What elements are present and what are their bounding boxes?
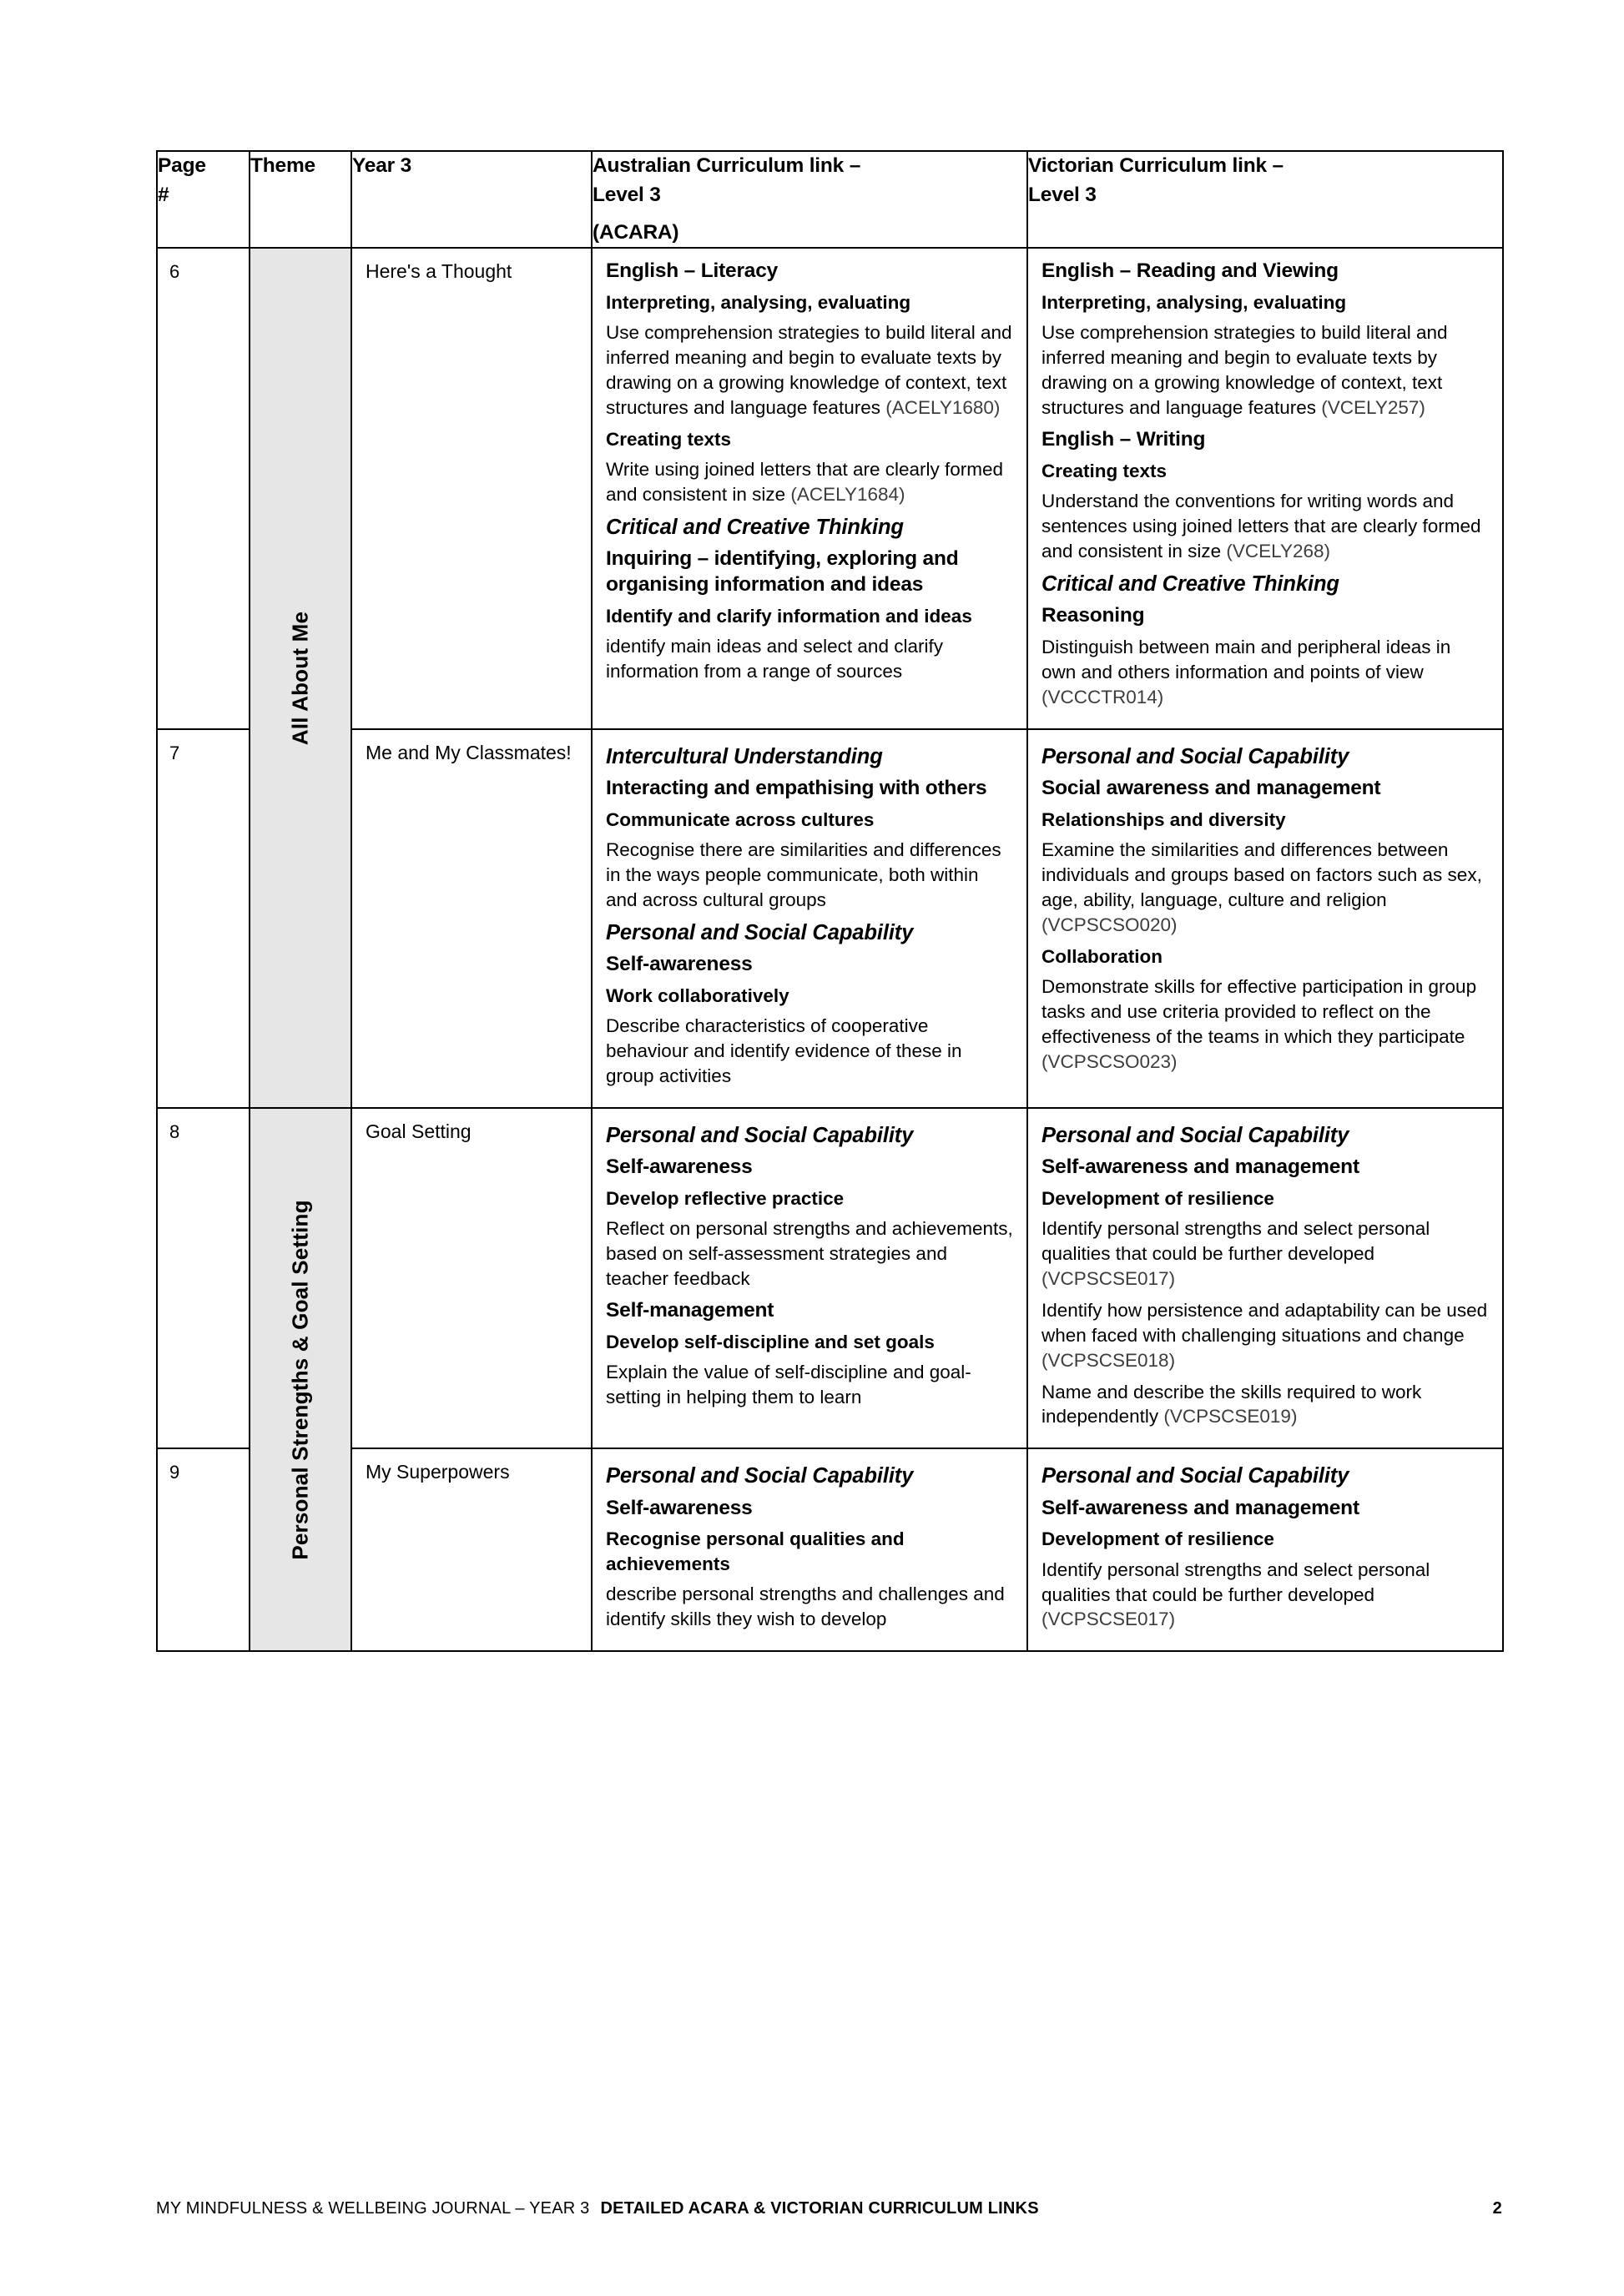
acara-sub: Develop self-discipline and set goals (606, 1331, 935, 1352)
victorian-strand: English – Writing (1041, 428, 1206, 451)
cell-theme (250, 248, 351, 1107)
column-header-theme (250, 151, 351, 248)
column-header-year (351, 151, 592, 248)
cell-year-activity: My Superpowers (351, 1448, 592, 1651)
victorian-strand: Self-awareness and management (1041, 1155, 1359, 1178)
curriculum-code: (VCPSCSE017) (1041, 1267, 1176, 1289)
acara-strand: Interacting and empathising with others (606, 776, 987, 799)
victorian-strand: Social awareness and management (1041, 776, 1381, 799)
table-row (157, 1448, 1503, 1651)
table-header (157, 151, 1503, 248)
acara-sub: Work collaboratively (606, 984, 789, 1006)
cell-page-number: 8 (157, 1108, 250, 1449)
column-header-victorian-line-2: Level 3 (1028, 183, 1097, 206)
curriculum-code: (ACELY1680) (885, 397, 1001, 419)
acara-sub: Identify and clarify information and ideas (606, 606, 972, 627)
victorian-desc: Identify personal strengths and select personal qualities that could be further developed (VCPSCSE017) (1041, 1218, 1430, 1289)
cell-acara-link (592, 1448, 1027, 1651)
acara-sub: Develop reflective practice (606, 1187, 845, 1209)
curriculum-code: (VCCCTR014) (1041, 686, 1164, 707)
acara-desc: Recognise there are similarities and differences in the ways people communicate, both within and across cultural groups (606, 839, 1001, 910)
acara-strand: Self-awareness (606, 1496, 753, 1519)
footer-section-title: DETAILED ACARA & VICTORIAN CURRICULUM LINKS (600, 2199, 1039, 2218)
acara-sub: Interpreting, analysing, evaluating (606, 292, 911, 314)
column-header-theme-line-1: Theme (250, 154, 315, 177)
table-row (157, 248, 1503, 728)
page-footer (156, 2199, 1502, 2218)
column-header-page-line-1: Page (158, 154, 206, 177)
acara-desc: Write using joined letters that are clearly formed and consistent in size (ACELY1684) (606, 459, 1004, 506)
acara-sub: Creating texts (606, 429, 732, 451)
victorian-desc: Name and describe the skills required to work independently (VCPSCSE019) (1041, 1381, 1422, 1427)
column-header-page-line-2: # (158, 183, 169, 206)
cell-victorian-link (1027, 248, 1503, 728)
victorian-sub: Collaboration (1041, 945, 1163, 967)
victorian-desc: Identify personal strengths and select personal qualities that could be further developed (VCPSCSE017) (1041, 1558, 1430, 1630)
victorian-strand: Self-awareness and management (1041, 1496, 1359, 1519)
victorian-area: Critical and Creative Thinking (1041, 572, 1339, 597)
victorian-area: Personal and Social Capability (1041, 1464, 1349, 1488)
victorian-sub: Development of resilience (1041, 1187, 1274, 1209)
acara-strand: Inquiring – identifying, exploring and organising information and ideas (606, 547, 959, 597)
acara-area: Critical and Creative Thinking (606, 516, 904, 540)
cell-acara-link (592, 1108, 1027, 1449)
footer-page-number: 2 (1492, 2199, 1502, 2218)
victorian-desc: Demonstrate skills for effective participation in group tasks and use criteria provided to reflect on the effectiveness of the teams in which they participate (VCPSCSO023) (1041, 975, 1477, 1072)
table-row (157, 1108, 1503, 1449)
acara-area: Intercultural Understanding (606, 744, 883, 768)
acara-desc: Explain the value of self-discipline and goal-setting in helping them to learn (606, 1361, 971, 1407)
acara-strand: Self-awareness (606, 952, 753, 975)
column-header-victorian-line-1: Victorian Curriculum link – (1028, 154, 1284, 177)
curriculum-code: (VCPSCSO023) (1041, 1050, 1178, 1072)
victorian-desc: Distinguish between main and peripheral ideas in own and others information and points of view (VCCCTR014) (1041, 637, 1451, 707)
column-header-victorian (1027, 151, 1503, 248)
cell-page-number: 6 (157, 248, 250, 728)
acara-desc: Describe characteristics of cooperative behaviour and identify evidence of these in group activities (606, 1015, 962, 1086)
cell-victorian-link (1027, 1108, 1503, 1449)
victorian-desc: Use comprehension strategies to build literal and inferred meaning and begin to evaluate texts by drawing on a growing knowledge of context, text structures and language features (VCELY257) (1041, 322, 1448, 419)
curriculum-code: (VCPSCSE018) (1041, 1349, 1176, 1371)
cell-year-activity: Goal Setting (351, 1108, 592, 1449)
victorian-strand: English – Reading and Viewing (1041, 259, 1339, 283)
column-header-acara-line-1: Australian Curriculum link – (593, 154, 861, 177)
curriculum-code: (VCPSCSE019) (1163, 1406, 1298, 1427)
acara-strand: Self-management (606, 1298, 774, 1322)
cell-victorian-link (1027, 729, 1503, 1108)
acara-desc: describe personal strengths and challenges and identify skills they wish to develop (606, 1583, 1005, 1629)
acara-area: Personal and Social Capability (606, 920, 914, 944)
footer-journal-title: MY MINDFULNESS & WELLBEING JOURNAL – YEAR 3 (156, 2199, 590, 2218)
cell-victorian-link (1027, 1448, 1503, 1651)
cell-year-activity: Here's a Thought (351, 248, 592, 728)
column-header-acara-line-2: Level 3 (593, 183, 661, 206)
curriculum-code: (VCPSCSE017) (1041, 1609, 1176, 1630)
acara-strand: English – Literacy (606, 259, 779, 283)
acara-area: Personal and Social Capability (606, 1464, 914, 1488)
acara-desc: Reflect on personal strengths and achievements, based on self-assessment strategies and teacher feedback (606, 1218, 1013, 1289)
curriculum-code: (ACELY1684) (790, 484, 905, 506)
victorian-area: Personal and Social Capability (1041, 744, 1349, 768)
acara-sub: Recognise personal qualities and achievements (606, 1528, 905, 1574)
curriculum-links-table (156, 150, 1504, 1652)
victorian-sub: Relationships and diversity (1041, 808, 1286, 830)
curriculum-code: (VCELY257) (1321, 397, 1425, 419)
victorian-strand: Reasoning (1041, 604, 1145, 627)
column-header-year-line-1: Year 3 (352, 154, 412, 177)
cell-page-number: 7 (157, 729, 250, 1108)
victorian-desc: Examine the similarities and differences between individuals and groups based on factors such as sex, age, ability, language, culture and religion (VCPSCSO020) (1041, 839, 1482, 935)
column-header-page (157, 151, 250, 248)
victorian-desc: Understand the conventions for writing words and sentences using joined letters that are clearly formed and consistent in size (VCELY268) (1041, 491, 1481, 562)
acara-desc: identify main ideas and select and clarify information from a range of sources (606, 636, 943, 682)
acara-strand: Self-awareness (606, 1155, 753, 1178)
table-row (157, 729, 1503, 1108)
theme-label: Personal Strengths & Goal Setting (287, 1199, 313, 1560)
acara-area: Personal and Social Capability (606, 1123, 914, 1147)
column-header-acara (592, 151, 1027, 248)
curriculum-code: (VCPSCSO020) (1041, 914, 1178, 935)
victorian-desc: Identify how persistence and adaptability can be used when faced with challenging situations and change (VCPSCSE018) (1041, 1299, 1488, 1371)
acara-desc: Use comprehension strategies to build literal and inferred meaning and begin to evaluate texts by drawing on a growing knowledge of context, text structures and language features (ACELY1680) (606, 322, 1012, 419)
cell-page-number: 9 (157, 1448, 250, 1651)
cell-year-activity: Me and My Classmates! (351, 729, 592, 1108)
theme-band (250, 1109, 351, 1651)
cell-theme (250, 1108, 351, 1652)
column-header-acara-gap (593, 210, 1026, 219)
theme-label: All About Me (287, 611, 313, 745)
table-body (157, 248, 1503, 1651)
table-header-row (157, 151, 1503, 248)
victorian-sub: Creating texts (1041, 461, 1168, 481)
victorian-sub: Interpreting, analysing, evaluating (1041, 292, 1347, 314)
victorian-sub: Development of resilience (1041, 1528, 1274, 1550)
cell-acara-link (592, 248, 1027, 728)
victorian-area: Personal and Social Capability (1041, 1123, 1349, 1147)
curriculum-code: (VCELY268) (1226, 541, 1331, 562)
acara-sub: Communicate across cultures (606, 808, 875, 830)
cell-acara-link (592, 729, 1027, 1108)
column-header-acara-line-3: (ACARA) (593, 220, 679, 244)
theme-band (250, 249, 351, 1106)
